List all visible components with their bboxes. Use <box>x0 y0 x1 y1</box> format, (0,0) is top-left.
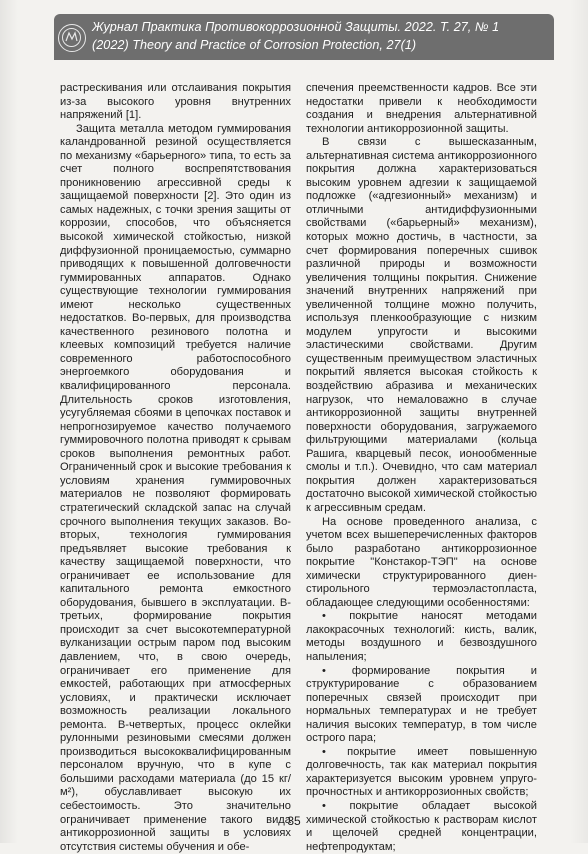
journal-title-russian: Журнал Практика Противокоррозионной Защиты. 2022. Т. 27, № 1 <box>92 20 500 34</box>
paragraph: спечения преемственности кадров. Все эти недостатки привели к необходимости создания и внедрения альтернативной технологии антикоррозионной защиты. <box>306 82 537 135</box>
page-edge-shadow-right <box>570 0 588 843</box>
text-column-left <box>60 82 291 854</box>
journal-title-english: (2022) Theory and Practice of Corrosion Protection, 27(1) <box>92 38 417 52</box>
paragraph: Защита металла методом гуммирования каландрованной резиной осуществляется по механизму «барьерного» типа, то есть за счет полного воспрепятствования проникновению агрессивной среды к защищаемой поверхности [2]. Это один из самых надежных, с точки зрения защиты от коррозии, способов, что объясняется высокой химической стойкостью, низкой диффузионной проницаемостью, суммарно приводящих к повышенной долговечности гуммированных аппаратов. Однако существующие технологии гуммирования имеют несколько существенных недостатков. Во-первых, для производства качественного резинового полотна и клеевых композиций требуется наличие современного работоспособного энергоемкого оборудования и квалифицированного персонала. Длительность сроков изготовления, усугубляемая сбоями в цепочках поставок и непрогнозируемое качество получаемого гуммировочного полотна приводят к срывам сроков выполнения ремонтных работ. Ограниченный срок и высокие требования к условиям хранения гуммировочных материалов не позволяют формировать стратегический складской запас на случай срочного выполнения текущих заказов. Во-вторых, технология гуммирования предъявляет высокие требования к качеству защищаемой поверхности, что ограничивает ее использование для капитального ремонта емкостного оборудования, бывшего в эксплуатации. В-третьих, формирование покрытия происходит за счет высокотемпературной вулканизации острым паром под высоким давлением, что, в свою очередь, ограничивает его применение для емкостей, работающих при атмосферных условиях, и практически исключает возможность реализации локального ремонта. В-четвертых, процесс оклейки рулонными резиновыми смесями должен производиться высококвалифицированным персоналом вручную, что в купе с большими расходами материала (до 15 кг/м²), обуславливает высокую их себестоимость. Это значительно ограничивает применение такого вида антикоррозионной защиты в условиях отсутствия системы обучения и обе- <box>60 122 291 853</box>
bullet-item: • формирование покрытия и структурирование с образованием поперечных связей происходит при нормальных температурах и не требует наличия высоких температур, в том числе острого пара; <box>306 664 537 745</box>
paragraph: На основе проведенного анализа, с учетом всех вышеперечисленных факторов было разработано антикоррозионное покрытие "Констакор-ТЭП" на основе химически структурированного диен-стирольного термоэластопласта, обладающее следующими особенностями: <box>306 515 537 609</box>
paragraph: В связи с вышесказанным, альтернативная система антикоррозионного покрытия должна характеризоваться высоким уровнем адгезии к защищаемой подложке («адгезионный» механизм) и отличными антидиффузионными свойствами («барьерный» механизм), которых можно достичь, в частности, за счет формирования поперечных сшивок различной природы и возможности увеличения толщины покрытия. Снижение значений внутренних напряжений при увеличенной толщине можно получить, используя пленкообразующие с низким модулем упругости и высокими эластическими свойствами. Другим существенным преимуществом эластичных покрытий является высокая стойкость к воздействию абразива и механических нагрузок, что немаловажно в случае антикоррозионной защиты внутренней поверхности оборудования, загружаемого фильтрующими материалами (кольца Рашига, кварцевый песок, ионообменные смолы и т.п.). Очевидно, что сам материал покрытия должен характеризоваться достаточно высокой химической стойкостью к агрессивным средам. <box>306 136 537 514</box>
bullet-item: • покрытие наносят методами лакокрасочных технологий: кисть, валик, методы воздушного и безвоздушного напыления; <box>306 610 537 663</box>
bullet-item: • покрытие имеет повышенную долговечность, так как материал покрытия характеризуется высоким уровнем упруго-прочностных и антикоррозионных свойств; <box>306 745 537 799</box>
paragraph: растрескивания или отслаивания покрытия из-за высокого уровня внутренних напряжений [1]. <box>60 82 291 122</box>
text-column-right <box>306 82 537 854</box>
journal-logo-icon <box>58 24 86 52</box>
bullet-item: • покрытие обладает высокой химической стойкостью к растворам кислот и щелочей средней концентрации, нефтепродуктам; <box>306 799 537 853</box>
page-number: 35 <box>287 814 301 828</box>
page-edge-shadow-left <box>0 0 18 843</box>
